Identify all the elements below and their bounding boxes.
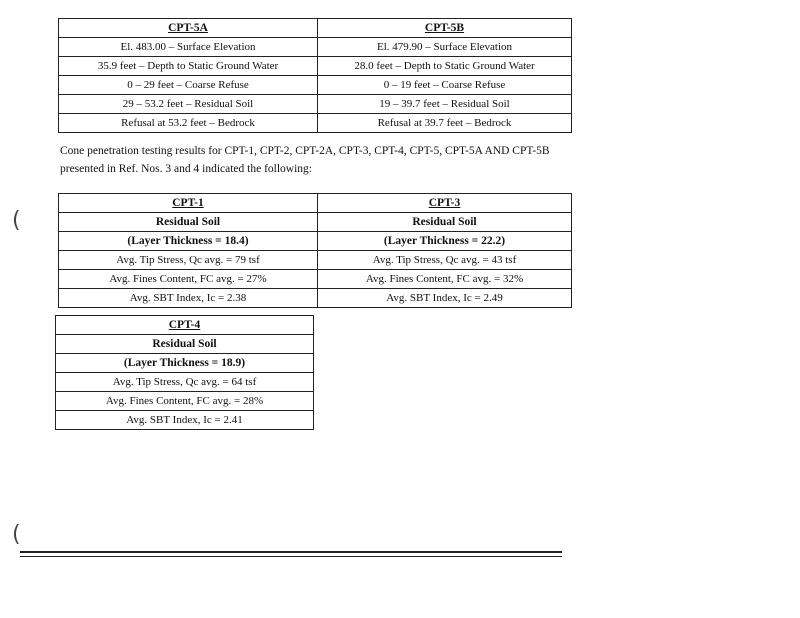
- cpt-5b-header: CPT-5B: [318, 19, 572, 38]
- table-row: [59, 19, 572, 38]
- cpt-1-header: CPT-1: [59, 194, 318, 213]
- table-row: [59, 95, 572, 114]
- table-cell: 28.0 feet – Depth to Static Ground Water: [318, 57, 572, 76]
- table-row: [59, 232, 572, 251]
- cpt-1-tip-stress: Avg. Tip Stress, Qc avg. = 79 tsf: [59, 251, 318, 270]
- table-cell: 0 – 29 feet – Coarse Refuse: [59, 76, 318, 95]
- cpt-1-fines: Avg. Fines Content, FC avg. = 27%: [59, 270, 318, 289]
- cpt-3-fines: Avg. Fines Content, FC avg. = 32%: [318, 270, 572, 289]
- table-row: [59, 289, 572, 308]
- table-row: [59, 114, 572, 133]
- cpt4-table: [55, 315, 314, 430]
- cpt5-table: [58, 18, 572, 133]
- footer-rule: [20, 556, 562, 557]
- table-cell: Refusal at 39.7 feet – Bedrock: [318, 114, 572, 133]
- cpt-3-sbt: Avg. SBT Index, Ic = 2.49: [318, 289, 572, 308]
- cpt-4-soil: Residual Soil: [56, 335, 314, 354]
- cpt-4-sbt: Avg. SBT Index, Ic = 2.41: [56, 411, 314, 430]
- cpt-5a-header: CPT-5A: [59, 19, 318, 38]
- table-row: [56, 354, 314, 373]
- cpt1-cpt3-table: [58, 193, 572, 308]
- table-row: [59, 270, 572, 289]
- cpt-4-thickness: (Layer Thickness = 18.9): [56, 354, 314, 373]
- cpt-4-tip-stress: Avg. Tip Stress, Qc avg. = 64 tsf: [56, 373, 314, 392]
- table-row: [59, 213, 572, 232]
- table-cell: 19 – 39.7 feet – Residual Soil: [318, 95, 572, 114]
- cpt-3-tip-stress: Avg. Tip Stress, Qc avg. = 43 tsf: [318, 251, 572, 270]
- cpt-1-sbt: Avg. SBT Index, Ic = 2.38: [59, 289, 318, 308]
- cpt-3-soil: Residual Soil: [318, 213, 572, 232]
- body-paragraph: Cone penetration testing results for CPT-1, CPT-2, CPT-2A, CPT-3, CPT-4, CPT-5, CPT-5A AND CPT-5B presented in Ref. Nos. 3 and 4 indicated the following:: [60, 145, 550, 175]
- cpt-3-thickness: (Layer Thickness = 22.2): [318, 232, 572, 251]
- table-row: [56, 392, 314, 411]
- footer-rule: [20, 551, 562, 553]
- table-row: [59, 194, 572, 213]
- table-cell: 35.9 feet – Depth to Static Ground Water: [59, 57, 318, 76]
- table-row: [59, 76, 572, 95]
- punch-hole-mark: (: [12, 208, 21, 233]
- punch-hole-mark: (: [12, 522, 21, 547]
- cpt-3-header: CPT-3: [318, 194, 572, 213]
- table-row: [59, 38, 572, 57]
- table-row: [59, 251, 572, 270]
- table-cell: El. 483.00 – Surface Elevation: [59, 38, 318, 57]
- table-row: [56, 411, 314, 430]
- cpt-1-soil: Residual Soil: [59, 213, 318, 232]
- table-row: [56, 335, 314, 354]
- table-cell: 29 – 53.2 feet – Residual Soil: [59, 95, 318, 114]
- table-row: [59, 57, 572, 76]
- table-row: [56, 316, 314, 335]
- table-cell: Refusal at 53.2 feet – Bedrock: [59, 114, 318, 133]
- table-cell: 0 – 19 feet – Coarse Refuse: [318, 76, 572, 95]
- cpt-4-header: CPT-4: [56, 316, 314, 335]
- cpt-4-fines: Avg. Fines Content, FC avg. = 28%: [56, 392, 314, 411]
- table-cell: El. 479.90 – Surface Elevation: [318, 38, 572, 57]
- table-row: [56, 373, 314, 392]
- cpt-1-thickness: (Layer Thickness = 18.4): [59, 232, 318, 251]
